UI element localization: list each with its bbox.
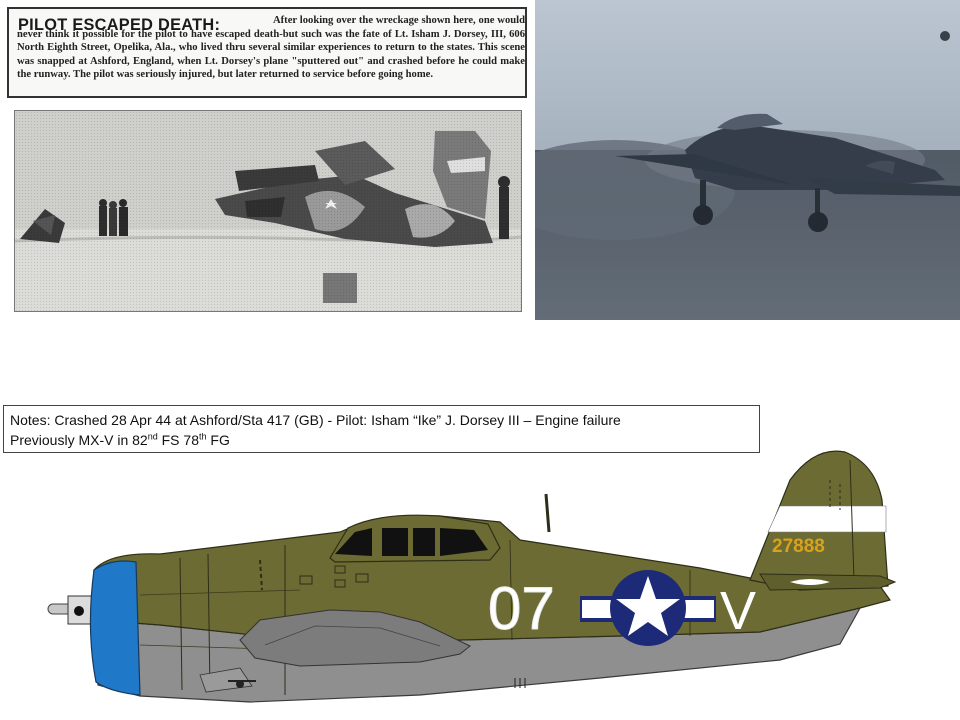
cowling-blue-nose [90, 561, 140, 695]
notes-ordinal-nd: nd [147, 431, 158, 442]
tail-band-white [768, 506, 886, 532]
squadron-code-right: V [720, 581, 757, 641]
tail-serial-number: 27888 [772, 536, 825, 557]
wreckage-photo-drawing [15, 111, 521, 311]
notes-line-1: Notes: Crashed 28 Apr 44 at Ashford/Sta 417 (GB) - Pilot: Isham “Ike” J. Dorsey III – Engine failure [10, 412, 621, 428]
notes-line-2-middle: FS 78 [157, 432, 199, 448]
wreckage-photo [14, 110, 522, 312]
caption-text: After looking over the wreckage shown here, one would never think it possible for the pilot to have escaped death-but such was the fate of Lt. Isham J. Dorsey, III, 606 North Eighth Street, Opelika, Ala., who lived thru several similar experiences to return to the states. This scene was snapped at Ashford, England, when Lt. Dorsey's plane "sputtered out" and crashed before he could make the runway. The pilot was seriously injured, but later returned to service before going home. [17, 15, 525, 80]
takeoff-photo-drawing [535, 0, 960, 320]
notes-ordinal-th: th [198, 431, 207, 442]
propeller [48, 596, 96, 624]
headline: PILOT ESCAPED DEATH: [18, 15, 221, 34]
notes-line-2-suffix: FG [206, 432, 230, 448]
radio-antenna [546, 494, 549, 532]
aircraft-takeoff-photo [535, 0, 960, 320]
newspaper-clipping [0, 0, 545, 330]
caption-box [7, 7, 527, 98]
squadron-code-left: 07 [488, 575, 555, 642]
aircraft-side-profile [0, 440, 960, 720]
notes-line-2-prefix: Previously MX-V in 82 [10, 432, 148, 448]
